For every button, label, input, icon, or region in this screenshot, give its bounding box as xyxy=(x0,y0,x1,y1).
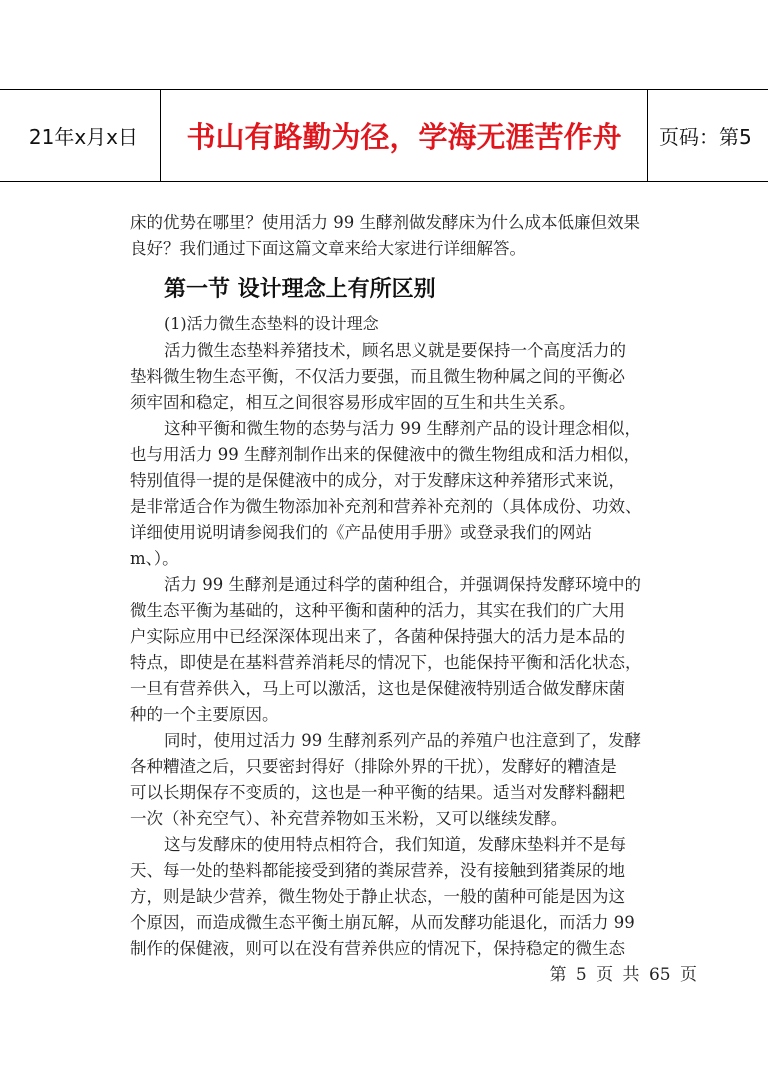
paragraph-line: 户实际应用中已经深深体现出来了，各菌种保持强大的活力是本品的 xyxy=(130,627,625,646)
paragraph xyxy=(130,572,710,728)
header-date: 21年x月x日 xyxy=(0,90,161,181)
header-table xyxy=(0,89,768,182)
paragraph-line: 也与用活力 99 生酵剂制作出来的保健液中的微生物组成和活力相似， xyxy=(130,445,640,464)
paragraph-line: 特点，即使是在基料营养消耗尽的情况下，也能保持平衡和活化状态， xyxy=(130,653,642,672)
document-body xyxy=(130,210,710,962)
paragraph-line: 一旦有营养供入，马上可以激活，这也是保健液特别适合做发酵床菌 xyxy=(130,679,625,698)
paragraph-line: 详细使用说明请参阅我们的《产品使用手册》或登录我们的网站 xyxy=(130,523,592,542)
paragraph-line: 活力微生态垫料养猪技术，顾名思义就是要保持一个高度活力的 xyxy=(164,341,626,360)
paragraph-line: 一次（补充空气）、补充营养物如玉米粉，又可以继续发酵。 xyxy=(130,809,568,828)
paragraph xyxy=(130,832,710,962)
paragraph-line: 各种糟渣之后，只要密封得好（排除外界的干扰），发酵好的糟渣是 xyxy=(130,757,617,776)
paragraph-line: 同时，使用过活力 99 生酵剂系列产品的养殖户也注意到了，发酵 xyxy=(164,731,641,750)
paragraph-line: 制作的保健液，则可以在没有营养供应的情况下，保持稳定的微生态 xyxy=(130,939,625,958)
paragraph-line: 个原因，而造成微生态平衡土崩瓦解，从而发酵功能退化，而活力 99 xyxy=(130,913,635,932)
paragraph-line: 特别值得一提的是保健液中的成分，对于发酵床这种养猪形式来说， xyxy=(130,471,625,490)
paragraph-line: 垫料微生物生态平衡，不仅活力要强，而且微生物种属之间的平衡必 xyxy=(130,367,625,386)
paragraph-line: m、）。 xyxy=(130,549,179,568)
footer-page-count: 第 5 页 共 65 页 xyxy=(549,965,697,985)
header-page-number: 页码：第5 xyxy=(659,125,752,149)
paragraph-line: 种的一个主要原因。 xyxy=(130,705,279,724)
intro-line: 床的优势在哪里？使用活力 99 生酵剂做发酵床为什么成本低廉但效果 xyxy=(130,213,640,232)
paragraph-line: 这与发酵床的使用特点相符合，我们知道，发酵床垫料并不是每 xyxy=(164,835,626,854)
paragraph-line: 方，则是缺少营养，微生物处于静止状态，一般的菌种可能是因为这 xyxy=(130,887,625,906)
paragraph-line: 是非常适合作为微生物添加补充剂和营养补充剂的（具体成份、功效、 xyxy=(130,497,642,516)
paragraph xyxy=(130,728,710,832)
paragraph-line: 天、每一处的垫料都能接受到猪的粪尿营养，没有接触到猪粪尿的地 xyxy=(130,861,625,880)
subheading: (1)活力微生态垫料的设计理念 xyxy=(164,314,379,333)
paragraph-line: 可以长期保存不变质的，这也是一种平衡的结果。适当对发酵料翻耙 xyxy=(130,783,625,802)
paragraph-line: 活力 99 生酵剂是通过科学的菌种组合，并强调保持发酵环境中的 xyxy=(164,575,641,594)
section-title: 第一节 设计理念上有所区别 xyxy=(164,277,436,302)
header-motto: 书山有路勤为径，学海无涯苦作舟 xyxy=(161,90,648,181)
paragraph-line: 微生态平衡为基础的，这种平衡和菌种的活力，其实在我们的广大用 xyxy=(130,601,625,620)
paragraph-line: 这种平衡和微生物的态势与活力 99 生酵剂产品的设计理念相似， xyxy=(164,419,641,438)
paragraph xyxy=(130,338,710,416)
paragraph xyxy=(130,416,710,572)
intro-line: 良好？我们通过下面这篇文章来给大家进行详细解答。 xyxy=(130,239,526,258)
paragraph-line: 须牢固和稳定，相互之间很容易形成牢固的互生和共生关系。 xyxy=(130,393,576,412)
